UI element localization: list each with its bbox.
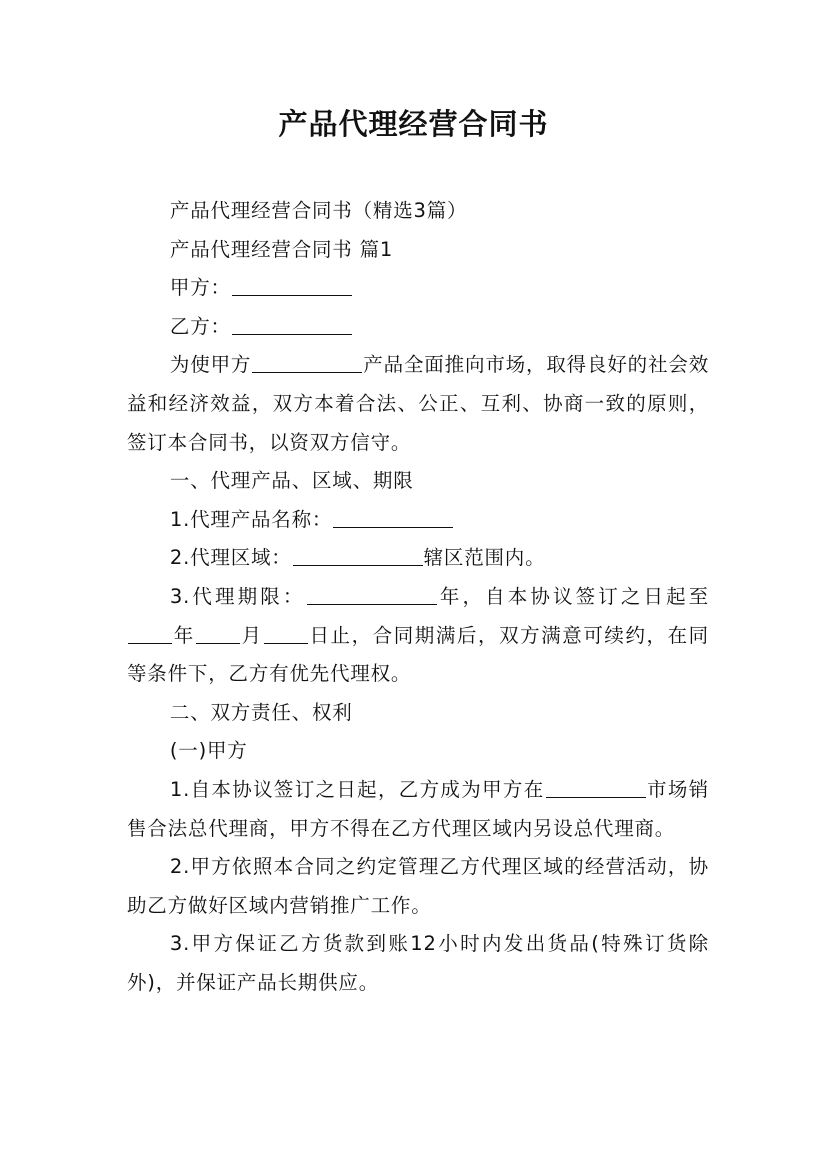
document-title: 产品代理经营合同书 (278, 107, 549, 141)
intro-paragraph (127, 346, 709, 462)
item1-3-year-label: 年 (173, 623, 195, 647)
party-a-blank (232, 294, 352, 296)
part-heading-text: 产品代理经营合同书 篇1 (169, 237, 394, 261)
party-b-label: 乙方： (169, 314, 231, 338)
item1-2-prefix: 2.代理区域： (169, 546, 292, 570)
item1-3-blank-month (196, 642, 240, 644)
section1-heading (127, 462, 709, 501)
document-body (127, 192, 709, 1002)
intro-suffix: 产品全面推向市场，取得良好的社会效益和经济效益，双方本着合法、公正、互利、协商一致的原则，签订本合同书，以资双方信守。 (127, 353, 709, 454)
item2-1-blank (546, 796, 646, 798)
section2-heading (127, 694, 709, 733)
party-b-line (127, 308, 709, 347)
subsection-a-text: (一)甲方 (169, 739, 248, 763)
party-a-line (127, 269, 709, 308)
item1-1-blank (333, 526, 453, 528)
item1-3-blank-year (128, 642, 172, 644)
party-a-label: 甲方： (169, 276, 231, 300)
item1-2-blank (293, 564, 423, 566)
item1-2 (127, 539, 709, 578)
item1-3-blank-years (307, 603, 437, 605)
section1-heading-text: 一、代理产品、区域、期限 (169, 469, 414, 493)
intro-prefix: 为使甲方 (169, 353, 252, 377)
subtitle (127, 192, 709, 231)
subtitle-text: 产品代理经营合同书（精选3篇） (169, 199, 468, 222)
item1-2-suffix: 辖区范围内。 (423, 546, 546, 570)
subsection-a (127, 732, 709, 771)
item2-3 (127, 925, 709, 1002)
item1-1-text: 1.代理产品名称： (169, 507, 333, 531)
item2-2 (127, 848, 709, 925)
item1-3-mid: 年，自本协议签订之日起至 (437, 584, 709, 608)
item1-3-suffix: 日止，合同期满后，双方满意可续约，在同等条件下，乙方有优先代理权。 (127, 623, 709, 686)
item2-1-prefix: 1.自本协议签订之日起，乙方成为甲方在 (169, 777, 545, 801)
item1-3-blank-day (264, 642, 308, 644)
part-heading (127, 231, 709, 270)
item1-3-month-label: 月 (240, 623, 263, 647)
party-b-blank (232, 333, 352, 335)
item1-3 (127, 578, 709, 694)
item1-3-prefix: 3.代理期限： (169, 584, 306, 608)
item2-2-text: 2.甲方依照本合同之约定管理乙方代理区域的经营活动，协助乙方做好区域内营销推广工作。 (127, 855, 709, 917)
item2-1 (127, 771, 709, 848)
item1-1 (127, 501, 709, 540)
section2-heading-text: 二、双方责任、权利 (169, 700, 353, 724)
item2-1-suffix: 市场销售合法总代理商，甲方不得在乙方代理区域内另设总代理商。 (127, 777, 709, 840)
item2-3-text: 3.甲方保证乙方货款到账12小时内发出货品(特殊订货除外)，并保证产品长期供应。 (127, 932, 709, 994)
intro-blank (252, 371, 362, 373)
